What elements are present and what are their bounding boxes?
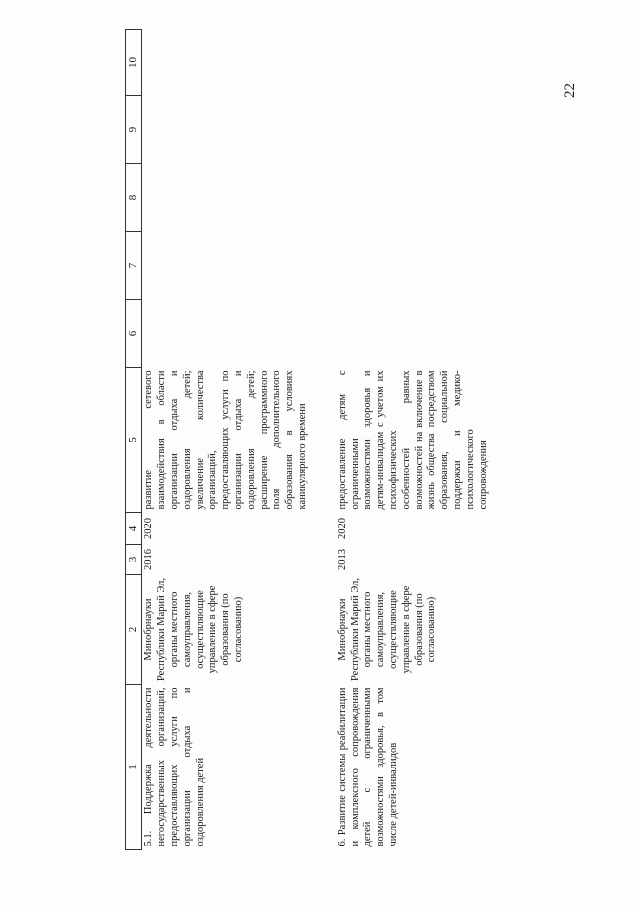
page-number: 22 [562, 83, 578, 98]
executor-cell: Минобрнауки Республики Марий Эл, органы местного самоуправления, осуществляющие управление в сфере образования (по согласованию) [143, 577, 244, 682]
header-col-5: 5 [126, 368, 142, 513]
col10-cell [311, 30, 492, 96]
col7-cell [142, 232, 311, 300]
col6-cell [311, 300, 492, 368]
table-row [142, 30, 311, 850]
rotated-table-sheet [125, 30, 620, 850]
col6-cell [142, 300, 311, 368]
header-col-7: 7 [126, 232, 142, 300]
start-year-cell: 2013 [336, 549, 348, 570]
end-year-cell: 2020 [143, 518, 155, 539]
start-year-cell: 2016 [143, 549, 155, 570]
col7-cell [311, 232, 492, 300]
col8-cell [142, 164, 311, 232]
table-row [311, 30, 492, 850]
header-col-9: 9 [126, 96, 142, 164]
table-header-row [126, 30, 142, 850]
program-measures-table [125, 29, 491, 850]
measure-cell: 6. Развитие системы реабилитации и комплексного сопровождения детей с ограниченными возможностями здоровья, в том числе детей-инвалидов [336, 687, 399, 847]
measure-cell: 5.1. Поддержка деятельности негосударственных организаций, предоставляющих услуги по организации отдыха и оздоровления детей [143, 687, 206, 847]
end-year-cell: 2020 [336, 518, 348, 539]
col10-cell [142, 30, 311, 96]
header-col-4: 4 [126, 513, 142, 545]
col9-cell [142, 96, 311, 164]
executor-cell: Минобрнауки Республики Марий Эл, органы местного самоуправления, осуществляющие управление в сфере образования (по согласованию) [336, 577, 438, 682]
col8-cell [311, 164, 492, 232]
header-col-3: 3 [126, 545, 142, 575]
header-col-8: 8 [126, 164, 142, 232]
result-cell: предоставление детям с ограниченными возможностями здоровья и детям-инвалидам с учетом их психофизических особенностей равных возможностей на включение в жизнь общества посредством образования, социальной поддержки и медико-психологического сопровождения [336, 370, 489, 510]
col9-cell [311, 96, 492, 164]
header-col-6: 6 [126, 300, 142, 368]
header-col-1: 1 [126, 685, 142, 850]
header-col-10: 10 [126, 30, 142, 96]
header-col-2: 2 [126, 575, 142, 685]
result-cell: развитие сетевого взаимодействия в области организации отдыха и оздоровления детей; увеличение количества организаций, предоставляющих услуги по организации отдыха и оздоровления детей; расширение программного поля дополнительного образования в условиях каникулярного времени [143, 370, 308, 510]
